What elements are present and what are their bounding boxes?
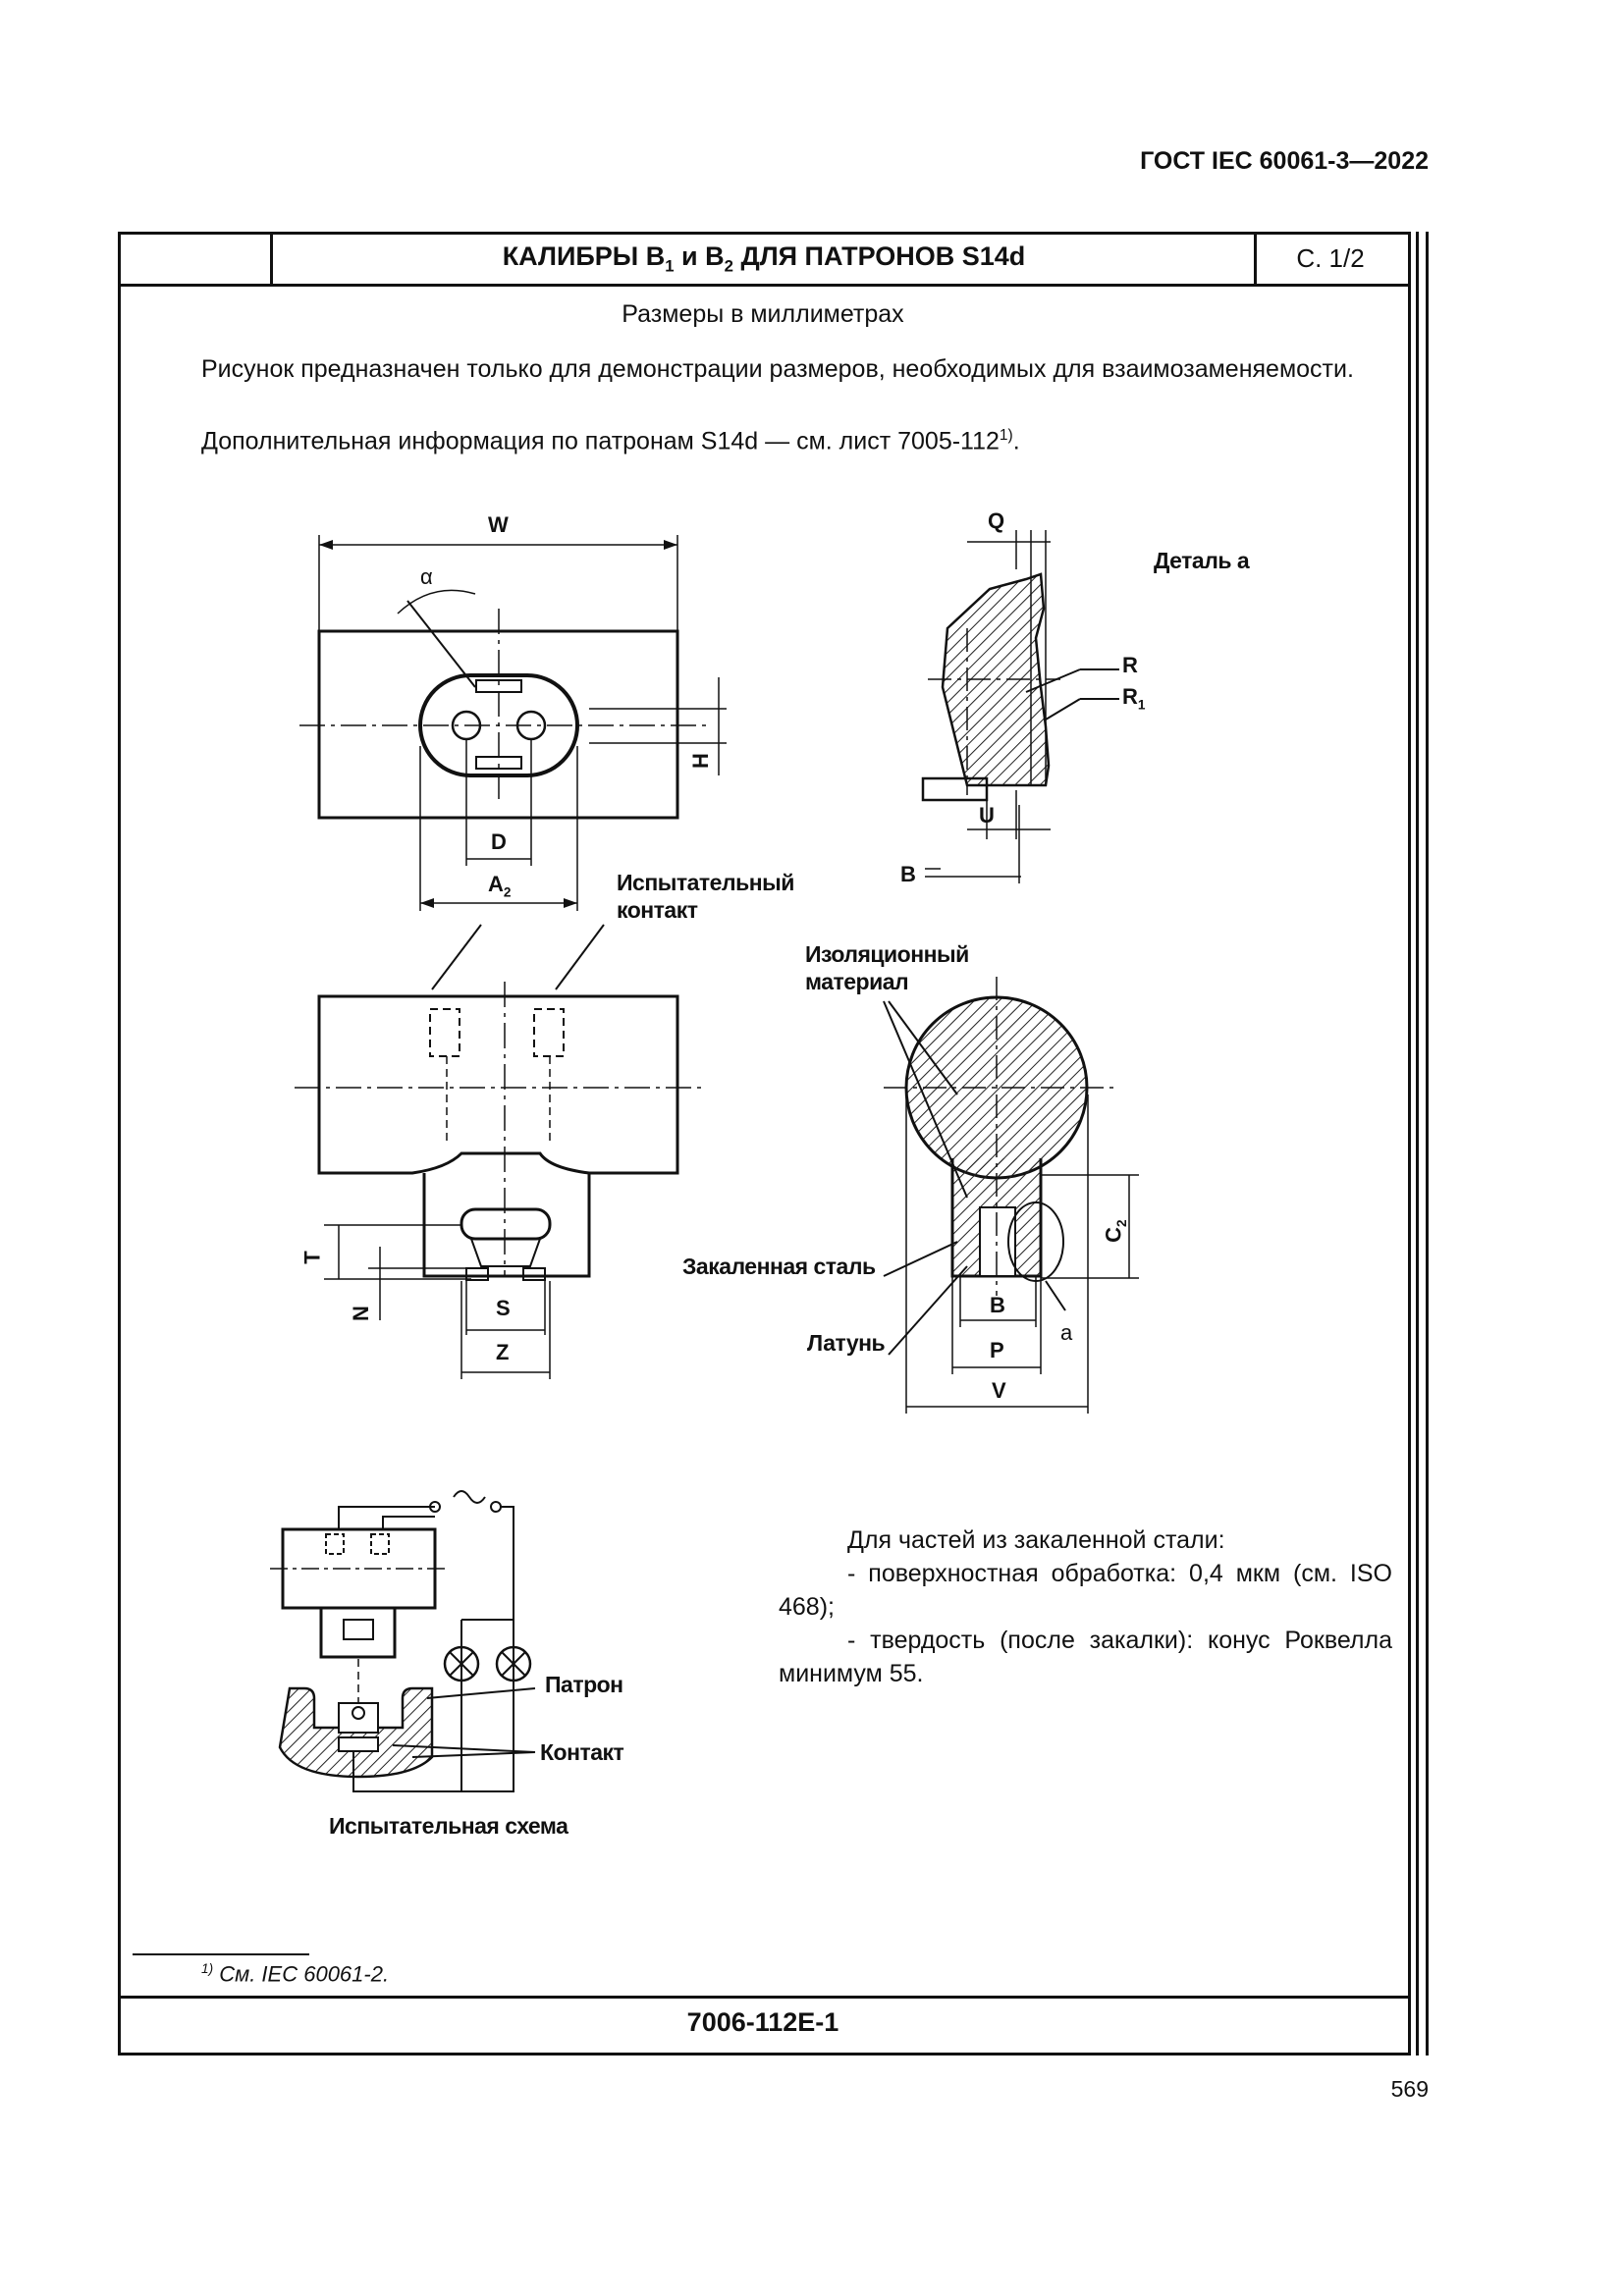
- insulation-label: Изоляционный материал: [805, 941, 969, 994]
- dim-alpha: α: [420, 564, 433, 589]
- footnote-rule: [133, 1953, 309, 1955]
- test-contact-label: Испытательный контакт: [617, 870, 794, 923]
- paragraph-reference: Дополнительная информация по патронам S14d — см. лист 7005-112$^{1)}$.: [201, 427, 1020, 455]
- detail-a-marker: a: [1060, 1320, 1073, 1345]
- dim-b: B: [990, 1293, 1005, 1317]
- dim-b-detail: B: [900, 862, 916, 886]
- sheet-page: С. 1/2: [1296, 243, 1365, 273]
- test-scheme-caption: Испытательная схема: [329, 1813, 568, 1839]
- dim-r1: $R_1$: [1122, 684, 1146, 713]
- brass-label: Латунь: [807, 1330, 886, 1356]
- dim-r: R: [1122, 653, 1138, 677]
- detail-a-label: Деталь а: [1154, 548, 1250, 573]
- units-note: Размеры в миллиметрах: [622, 300, 904, 328]
- dim-q: Q: [988, 508, 1005, 533]
- sheet-code: 7006-112E-1: [686, 2007, 839, 2037]
- sheet-title: КАЛИБРЫ $В_1$ и $В_2$ ДЛЯ ПАТРОНОВ S14d: [502, 241, 1026, 276]
- dim-p: P: [990, 1338, 1004, 1362]
- holder-label: Патрон: [545, 1672, 623, 1697]
- dim-u: U: [979, 803, 995, 828]
- dim-s: S: [496, 1296, 511, 1320]
- dim-d: D: [491, 829, 507, 854]
- dim-c2: $C_2$: [1101, 1219, 1129, 1243]
- note-line: Для частей из закаленной стали:: [847, 1526, 1225, 1554]
- footnote: $^{1)}$ См. IEC 60061-2.: [201, 1961, 390, 1987]
- dim-n: N: [348, 1306, 373, 1321]
- hardened-steel-label: Закаленная сталь: [682, 1254, 876, 1279]
- dim-w: W: [488, 512, 509, 537]
- material-note: [779, 1523, 1392, 1690]
- note-line: - твердость (после закалки): конус Роквелла минимум 55.: [779, 1627, 1392, 1687]
- dim-z: Z: [496, 1340, 510, 1364]
- note-line: - поверхностная обработка: 0,4 мкм (см. ISO 468);: [779, 1560, 1392, 1621]
- dim-t: T: [299, 1251, 325, 1264]
- dim-v: V: [992, 1378, 1006, 1403]
- dim-a2: $A_2$: [488, 872, 512, 900]
- page-number: 569: [1390, 2076, 1429, 2102]
- contact-label: Контакт: [540, 1739, 624, 1765]
- standard-header: ГОСТ IEC 60061-3—2022: [1140, 147, 1429, 175]
- paragraph-purpose: Рисунок предназначен только для демонстрации размеров, необходимых для взаимозаменяемости.: [201, 355, 1354, 383]
- dim-h: H: [687, 753, 713, 769]
